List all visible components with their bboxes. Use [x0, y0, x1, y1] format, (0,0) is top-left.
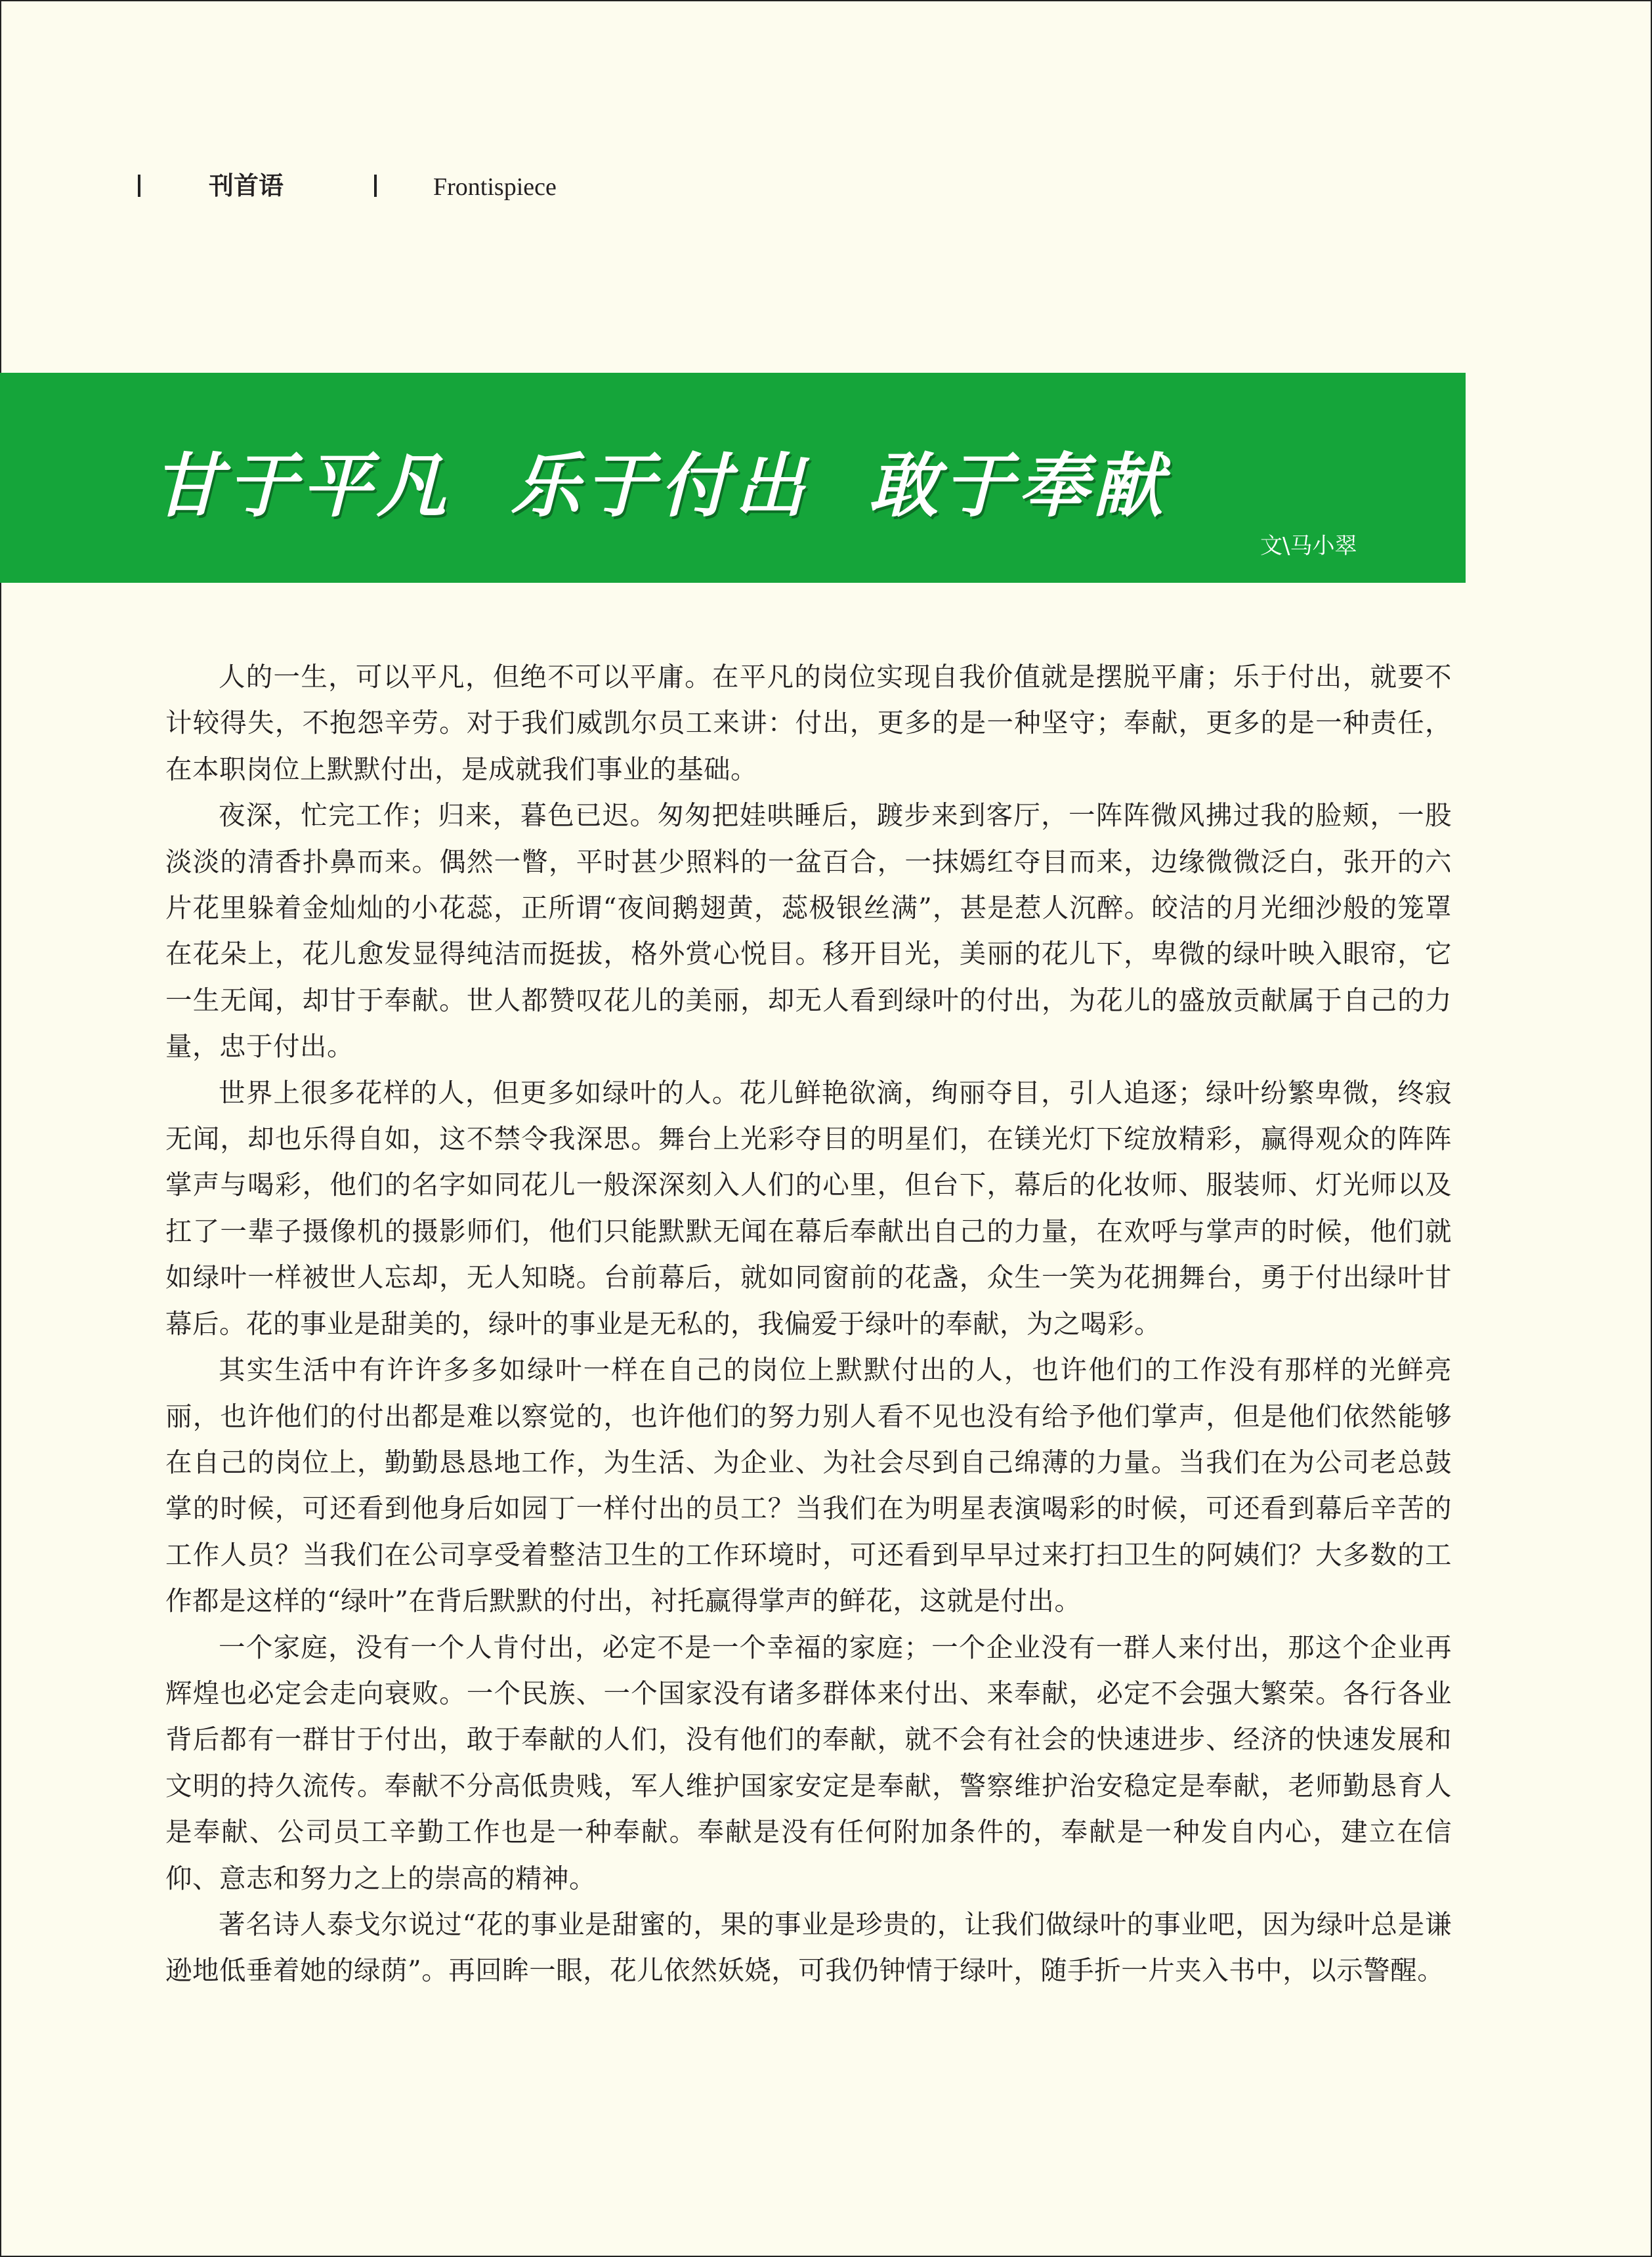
running-header: [0, 169, 591, 202]
paragraph: 人的一生，可以平凡，但绝不可以平庸。在平凡的岗位实现自我价值就是摆脱平庸；乐于付出，就要不计较得失，不抱怨辛劳。对于我们威凯尔员工来讲：付出，更多的是一种坚守；奉献，更多的是一种责任，在本职岗位上默默付出，是成就我们事业的基础。: [165, 661, 1452, 785]
article-title: 甘于平凡 乐于付出 敢于奉献: [152, 444, 1168, 526]
paragraph: 著名诗人泰戈尔说过“花的事业是甜蜜的，果的事业是珍贵的，让我们做绿叶的事业吧，因为绿叶总是谦逊地低垂着她的绿荫”。再回眸一眼，花儿依然妖娆，可我仍钟情于绿叶，随手折一片夹入书中，以示警醒。: [165, 1908, 1452, 1987]
header-divider: [138, 175, 140, 197]
paragraph: 一个家庭，没有一个人肯付出，必定不是一个幸福的家庭；一个企业没有一群人来付出，那这个企业再辉煌也必定会走向衰败。一个民族、一个国家没有诸多群体来付出、来奉献，必定不会强大繁荣。各行各业背后都有一群甘于付出，敢于奉献的人们，没有他们的奉献，就不会有社会的快速进步、经济的快速发展和文明的持久流传。奉献不分高低贵贱，军人维护国家安定是奉献，警察维护治安稳定是奉献，老师勤恳育人是奉献、公司员工辛勤工作也是一种奉献。奉献是没有任何附加条件的，奉献是一种发自内心，建立在信仰、意志和努力之上的崇高的精神。: [165, 1631, 1452, 1894]
section-title-en: Frontispiece: [433, 173, 557, 201]
paragraph: 其实生活中有许许多多如绿叶一样在自己的岗位上默默付出的人，也许他们的工作没有那样的光鲜亮丽，也许他们的付出都是难以察觉的，也许他们的努力别人看不见也没有给予他们掌声，但是他们依然能够在自己的岗位上，勤勤恳恳地工作，为生活、为企业、为社会尽到自己绵薄的力量。当我们在为公司老总鼓掌的时候，可还看到他身后如园丁一样付出的员工？当我们在为明星表演喝彩的时候，可还看到幕后辛苦的工作人员？当我们在公司享受着整洁卫生的工作环境时，可还看到早早过来打扫卫生的阿姨们？大多数的工作都是这样的“绿叶”在背后默默的付出，衬托赢得掌声的鲜花，这就是付出。: [165, 1354, 1452, 1617]
article-author: 文\马小翠: [1260, 533, 1357, 559]
paragraph: 世界上很多花样的人，但更多如绿叶的人。花儿鲜艳欲滴，绚丽夺目，引人追逐；绿叶纷繁卑微，终寂无闻，却也乐得自如，这不禁令我深思。舞台上光彩夺目的明星们，在镁光灯下绽放精彩，赢得观众的阵阵掌声与喝彩，他们的名字如同花儿一般深深刻入人们的心里，但台下，幕后的化妆师、服装师、灯光师以及扛了一辈子摄像机的摄影师们，他们只能默默无闻在幕后奉献出自己的力量，在欢呼与掌声的时候，他们就如绿叶一样被世人忘却，无人知晓。台前幕后，就如同窗前的花盏，众生一笑为花拥舞台，勇于付出绿叶甘幕后。花的事业是甜美的，绿叶的事业是无私的，我偏爱于绿叶的奉献，为之喝彩。: [165, 1076, 1452, 1339]
paragraph: 夜深，忙完工作；归来，暮色已迟。匆匆把娃哄睡后，踱步来到客厅，一阵阵微风拂过我的脸颊，一股淡淡的清香扑鼻而来。偶然一瞥，平时甚少照料的一盆百合，一抹嫣红夺目而来，边缘微微泛白，张开的六片花里躲着金灿灿的小花蕊，正所谓“夜间鹅翅黄，蕊极银丝满”，甚是惹人沉醉。皎洁的月光细沙般的笼罩在花朵上，花儿愈发显得纯洁而挺拔，格外赏心悦目。移开目光，美丽的花儿下，卑微的绿叶映入眼帘，它一生无闻，却甘于奉献。世人都赞叹花儿的美丽，却无人看到绿叶的付出，为花儿的盛放贡献属于自己的力量，忠于付出。: [165, 799, 1452, 1063]
article-body: [165, 654, 1452, 1994]
section-title-cn: 刊首语: [209, 171, 284, 200]
header-divider: [374, 175, 377, 197]
title-banner: [0, 373, 1466, 583]
